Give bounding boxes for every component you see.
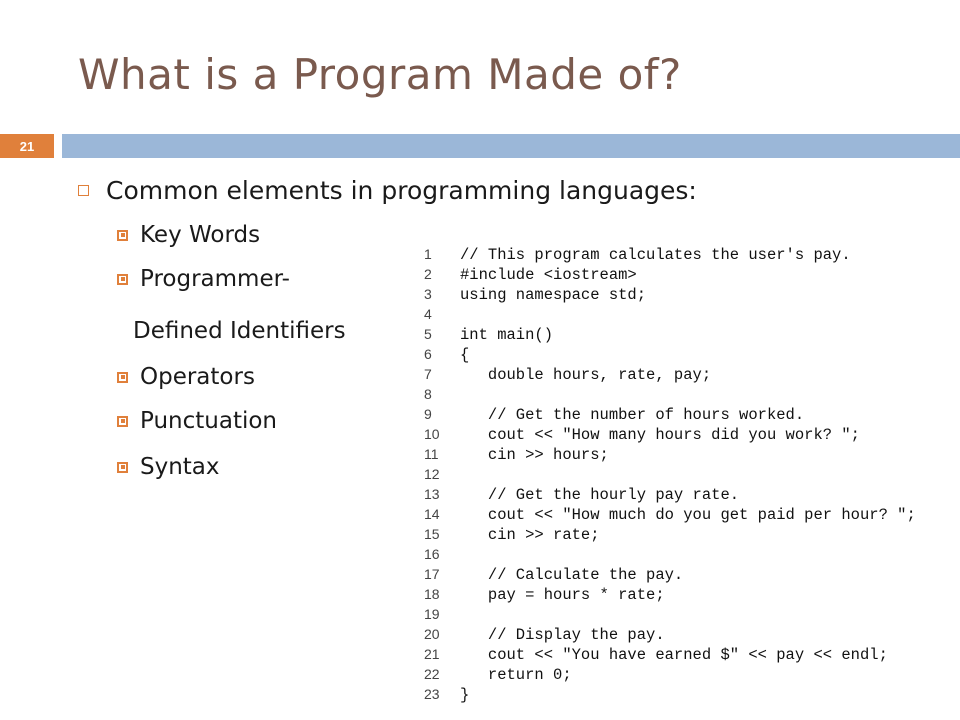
code-text: double hours, rate, pay; [460,366,712,384]
code-line [420,526,600,546]
code-text: cout << "You have earned $" << pay << endl; [460,646,888,664]
code-line [420,666,572,686]
code-text: // Get the hourly pay rate. [460,486,740,504]
code-line [420,306,460,326]
sub-bullet-text: Syntax [140,454,220,480]
code-line [420,626,665,646]
sub-bullet-text: Key Words [140,222,261,248]
code-line [420,466,460,486]
line-number: 12 [424,466,440,482]
code-text: } [460,686,470,704]
main-bullet-text: Common elements in programming languages: [106,176,697,205]
line-number: 3 [424,286,432,302]
code-text: // This program calculates the user's pay. [460,246,851,264]
list-item [117,266,290,292]
list-item [117,364,255,390]
code-line [420,366,711,386]
filled-square-bullet-icon [117,462,128,473]
line-number: 5 [424,326,432,342]
filled-square-bullet-icon [117,274,128,285]
line-number: 7 [424,366,432,382]
line-number: 6 [424,346,432,362]
hollow-square-bullet-icon [78,185,89,196]
code-text: cout << "How many hours did you work? "; [460,426,860,444]
line-number: 20 [424,626,440,642]
line-number: 17 [424,566,440,582]
list-item [117,454,220,480]
line-number: 10 [424,426,440,442]
code-line [420,686,469,706]
main-bullet [78,176,697,205]
header-bar [62,134,960,158]
slide-number-badge: 21 [0,134,54,158]
slide-title: What is a Program Made of? [78,50,682,99]
list-item [117,408,277,434]
code-text: #include <iostream> [460,266,637,284]
code-text: pay = hours * rate; [460,586,665,604]
filled-square-bullet-icon [117,372,128,383]
code-line [420,426,860,446]
line-number: 19 [424,606,440,622]
code-line [420,486,739,506]
code-text: int main() [460,326,554,344]
sub-bullet-continuation: Defined Identifiers [133,318,346,344]
line-number: 2 [424,266,432,282]
code-line [420,346,469,366]
line-number: 21 [424,646,440,662]
sub-bullet-text: Punctuation [140,408,278,434]
filled-square-bullet-icon [117,230,128,241]
line-number: 8 [424,386,432,402]
code-text: // Get the number of hours worked. [460,406,805,424]
line-number: 14 [424,506,440,522]
line-number: 9 [424,406,432,422]
line-number: 11 [424,446,439,462]
code-line [420,586,665,606]
line-number: 15 [424,526,440,542]
code-line [420,566,683,586]
code-text: using namespace std; [460,286,647,304]
code-text: return 0; [460,666,572,684]
line-number: 23 [424,686,440,702]
code-line [420,286,646,306]
code-text: cin >> rate; [460,526,600,544]
line-number: 1 [424,246,432,262]
code-line [420,646,888,666]
code-line [420,266,637,286]
line-number: 4 [424,306,432,322]
line-number: 16 [424,546,440,562]
code-text: cin >> hours; [460,446,609,464]
code-text: // Calculate the pay. [460,566,684,584]
code-text: { [460,346,470,364]
sub-bullet-text: Operators [140,364,255,390]
code-line [420,386,460,406]
code-text: // Display the pay. [460,626,665,644]
sub-bullet-text: Programmer- [140,266,290,292]
code-line [420,446,609,466]
list-item [117,222,260,248]
line-number: 22 [424,666,440,682]
code-line [420,506,916,526]
code-line [420,606,460,626]
code-text: cout << "How much do you get paid per hour? "; [460,506,916,524]
line-number: 13 [424,486,440,502]
code-line [420,246,851,266]
code-line [420,406,804,426]
filled-square-bullet-icon [117,416,128,427]
line-number: 18 [424,586,440,602]
code-line [420,326,553,346]
code-line [420,546,460,566]
code-listing [420,246,960,720]
